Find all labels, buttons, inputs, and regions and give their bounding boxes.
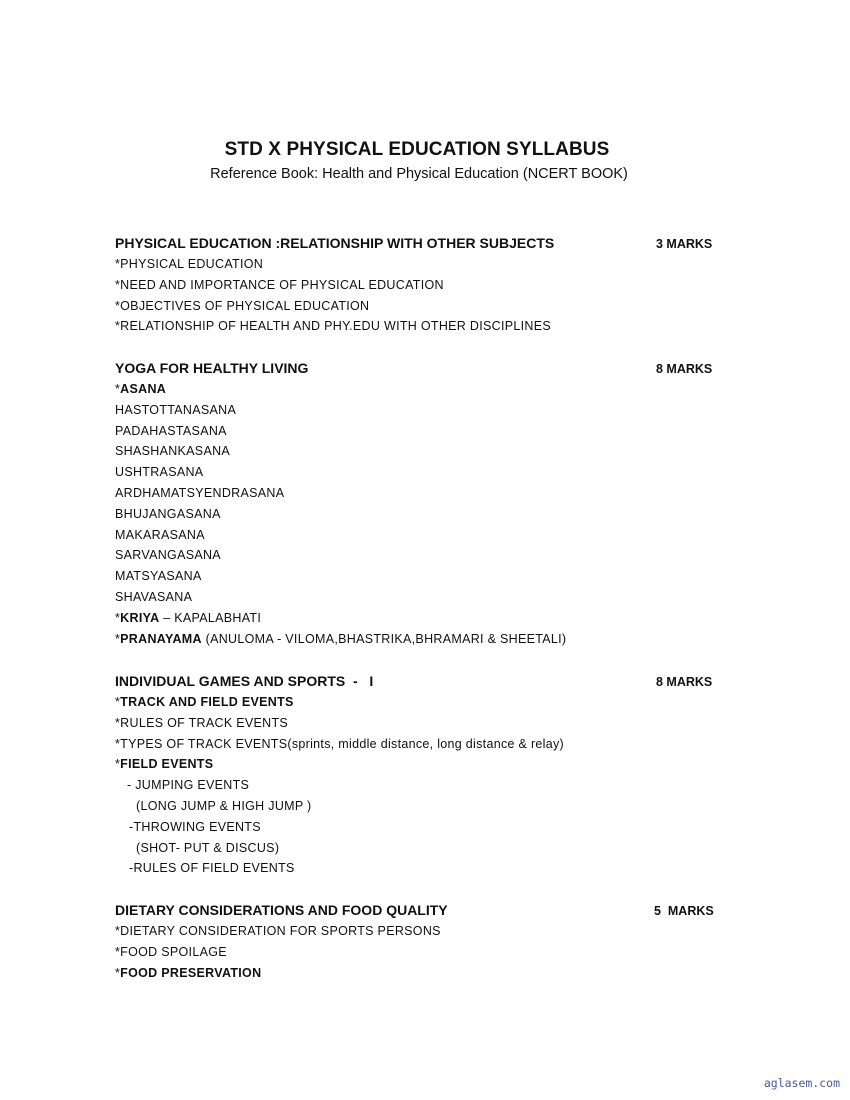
section-marks: 3 MARKS [656, 237, 713, 251]
syllabus-line [115, 629, 735, 650]
syllabus-line: *FOOD SPOILAGE [115, 944, 227, 959]
syllabus-line [115, 608, 735, 629]
bullet-star: * [115, 631, 121, 646]
sub-item: -THROWING EVENTS [129, 819, 261, 834]
section-header [115, 671, 735, 692]
syllabus-line: *TYPES OF TRACK EVENTS(sprints, middle distance, long distance & relay) [115, 736, 565, 751]
bullet-star: * [115, 757, 121, 772]
bullet-star: * [115, 965, 121, 980]
section-marks: 8 MARKS [656, 675, 713, 689]
sub-item: - JUMPING EVENTS [127, 778, 250, 793]
asana-item: MATSYASANA [115, 569, 202, 584]
subheading-track-field: TRACK AND FIELD EVENTS [120, 695, 294, 709]
asana-item: SARVANGASANA [115, 548, 221, 563]
section-marks: 8 MARKS [656, 362, 713, 376]
section-dietary [115, 900, 735, 983]
asana-item: HASTOTTANASANA [115, 402, 237, 417]
section-heading: PHYSICAL EDUCATION :RELATIONSHIP WITH OTHER SUBJECTS [115, 235, 555, 251]
section-heading: YOGA FOR HEALTHY LIVING [115, 360, 309, 376]
subheading-asana: ASANA [120, 382, 167, 396]
watermark: aglasem.com [763, 1076, 840, 1090]
syllabus-line: *OBJECTIVES OF PHYSICAL EDUCATION [115, 298, 370, 313]
bullet-star: * [115, 382, 121, 396]
reference-book: Reference Book: Health and Physical Education (NCERT BOOK) [210, 166, 628, 182]
section-header [115, 358, 735, 379]
syllabus-line: *DIETARY CONSIDERATION FOR SPORTS PERSONS [115, 924, 441, 938]
section-heading: INDIVIDUAL GAMES AND SPORTS - I [115, 673, 374, 689]
section-individual-games [115, 671, 735, 879]
subheading-food-preservation: FOOD PRESERVATION [120, 965, 262, 980]
bullet-star: * [115, 610, 121, 625]
syllabus-line [115, 379, 735, 400]
pranayama-detail: (ANULOMA - VILOMA,BHASTRIKA,BHRAMARI & SHEETALI) [201, 631, 567, 646]
asana-item: MAKARASANA [115, 527, 205, 542]
syllabus-line [115, 754, 735, 775]
section-marks: 5 MARKS [654, 904, 714, 918]
sub-item-detail: (LONG JUMP & HIGH JUMP ) [136, 798, 312, 813]
asana-item: SHASHANKASANA [115, 444, 231, 459]
syllabus-line [115, 963, 735, 984]
syllabus-line: *NEED AND IMPORTANCE OF PHYSICAL EDUCATION [115, 277, 444, 292]
section-pe-relationship [115, 233, 735, 337]
subheading-field-events: FIELD EVENTS [120, 757, 214, 772]
section-heading: DIETARY CONSIDERATIONS AND FOOD QUALITY [115, 902, 448, 918]
syllabus-line [115, 692, 735, 713]
asana-item: SHAVASANA [115, 589, 193, 604]
sub-item-detail: (SHOT- PUT & DISCUS) [136, 840, 280, 855]
syllabus-line: *RULES OF TRACK EVENTS [115, 715, 289, 730]
asana-item: BHUJANGASANA [115, 506, 221, 521]
syllabus-line: *RELATIONSHIP OF HEALTH AND PHY.EDU WITH OTHER DISCIPLINES [115, 319, 551, 334]
section-yoga [115, 358, 735, 649]
asana-item: PADAHASTASANA [115, 423, 227, 438]
kriya-detail: – KAPALABHATI [159, 610, 262, 625]
page-title: STD X PHYSICAL EDUCATION SYLLABUS [224, 139, 610, 160]
sub-item: -RULES OF FIELD EVENTS [129, 861, 295, 876]
syllabus-line: *PHYSICAL EDUCATION [115, 257, 264, 271]
section-header [115, 233, 735, 254]
asana-item: USHTRASANA [115, 465, 204, 480]
bullet-star: * [115, 695, 121, 709]
asana-item: ARDHAMATSYENDRASANA [115, 485, 285, 500]
section-header [115, 900, 735, 921]
subheading-pranayama: PRANAYAMA [120, 631, 202, 646]
subheading-kriya: KRIYA [120, 610, 160, 625]
